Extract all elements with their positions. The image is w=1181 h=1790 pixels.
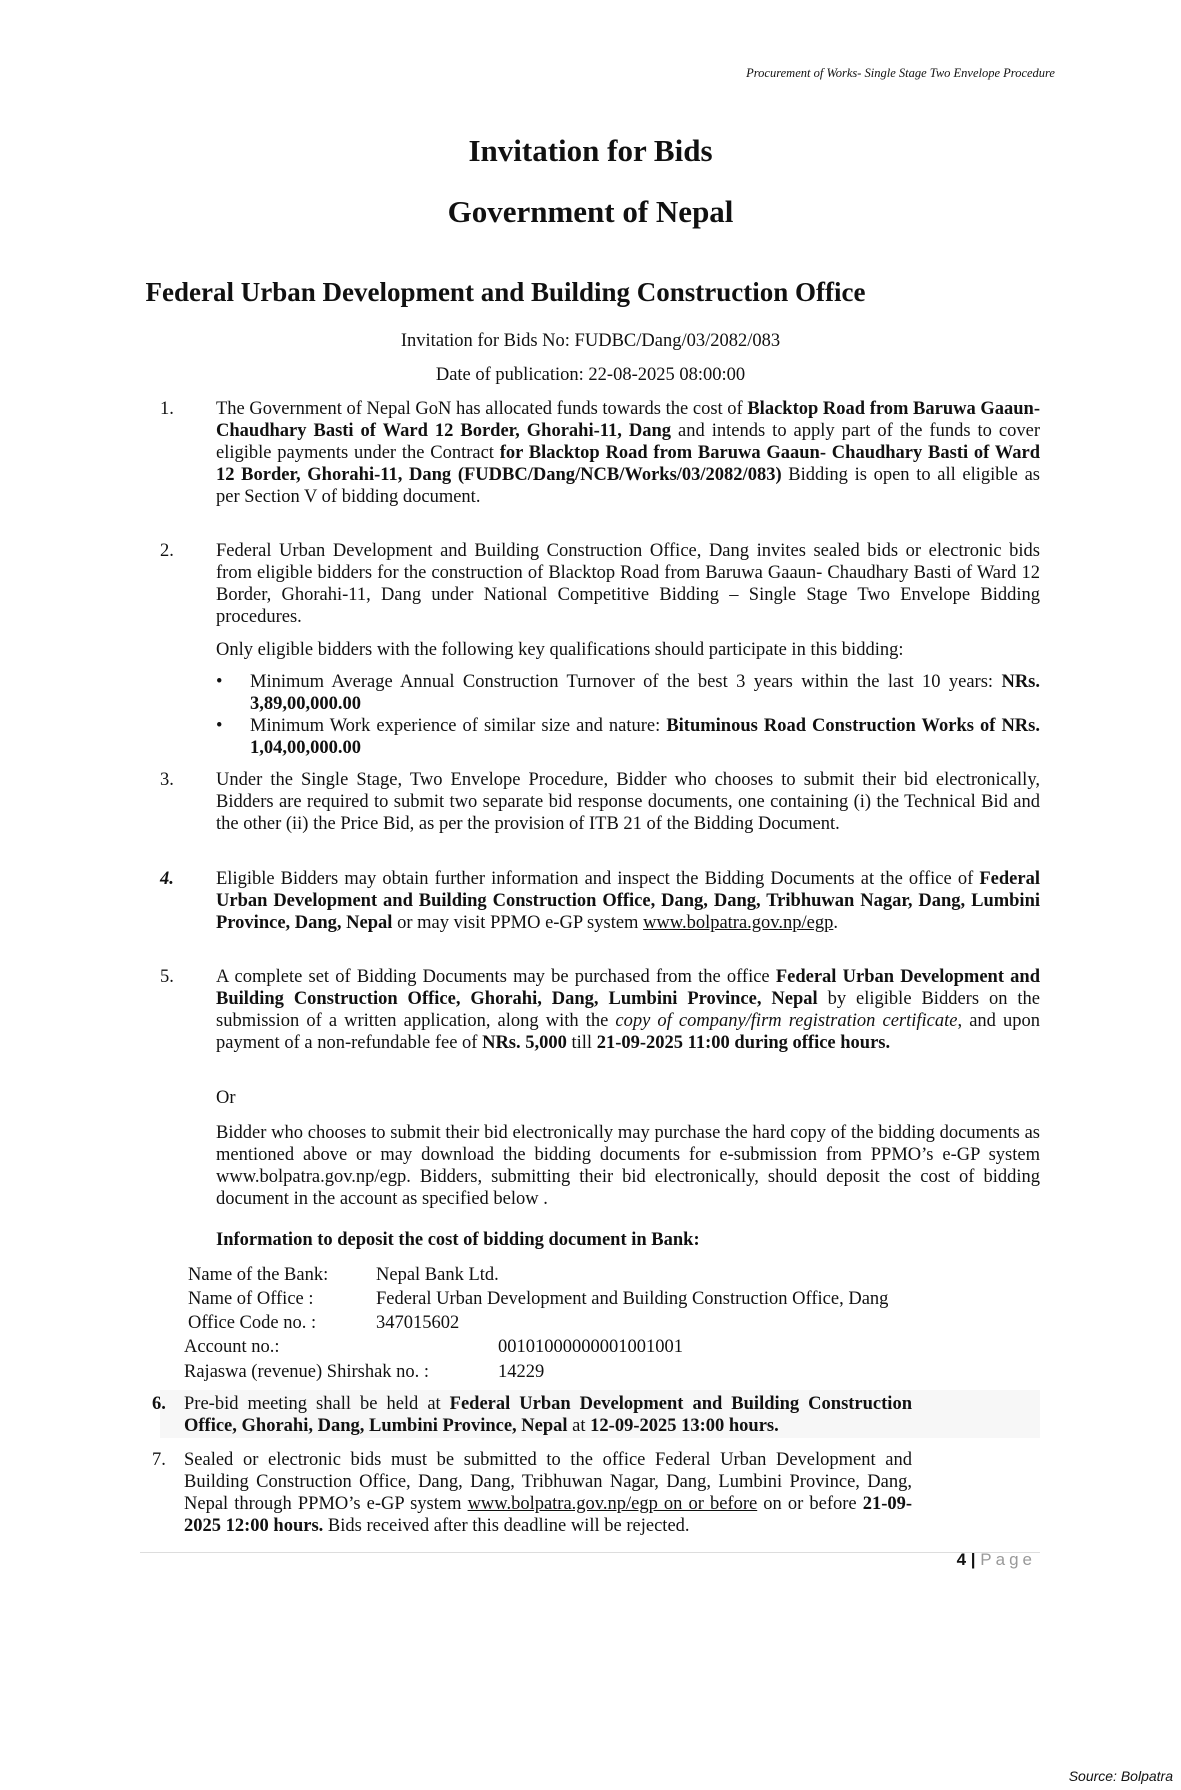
bank-label: Rajaswa (revenue) Shirshak no. : xyxy=(184,1362,430,1382)
text-segment: Under the Single Stage, Two Envelope Procedure, Bidder who chooses to submit their bid electronically, Bidders are required to submit two separate bid response documents, one containing (i) the Technical Bid and the other (ii) the Price Bid, as per the provision of ITB 21 of the Bidding Document. xyxy=(216,770,1040,834)
clause-text xyxy=(216,868,1040,934)
text-segment: or may visit PPMO e-GP system xyxy=(392,913,644,933)
clause-number: 2. xyxy=(160,541,174,561)
text-segment: Federal Urban Development and Building Construction Office, Dang invites sealed bids or electronic bids from eligible bidders for the construction of Blacktop Road from Baruwa Gaaun- Chaudhary Basti of Ward 12 Border, Ghorahi-11, Dang under National Competitive Bidding – Single Stage Two Envelope Bidding procedures. xyxy=(216,541,1040,627)
text-segment: Federal Urban Development and Building Construction Office, Dang, Dang, Tribhuwan Nagar, Dang, Lumbini Province, Dang, Nepal xyxy=(216,869,1040,933)
bullet-text xyxy=(250,671,1040,715)
text-segment: for Blacktop Road from Baruwa Gaaun- Chaudhary Basti of Ward 12 Border, Ghorahi-11, Dang (FUDBC/Dang/NCB/Works/03/2082/083) xyxy=(216,443,1041,485)
text-segment: 12-09-2025 13:00 hours. xyxy=(590,1416,779,1436)
text-segment: Bidding is open to all eligible as per Section V of bidding document. xyxy=(216,465,1040,507)
text-segment: The Government of Nepal GoN has allocated funds towards the cost of xyxy=(216,399,748,419)
publication-date: Date of publication: 22-08-2025 08:00:00 xyxy=(435,365,746,385)
text-segment: and intends to apply part of the funds to cover eligible payments under the Contract xyxy=(216,421,1041,463)
qualification-intro: Only eligible bidders with the following key qualifications should participate in this bidding: xyxy=(216,640,904,660)
electronic-paragraph: Bidder who chooses to submit their bid electronically may purchase the hard copy of the bidding documents as mentioned above or may download the bidding documents for e-submission from PPMO’s e-GP system www.bolpatra.gov.np/egp. Bidders, submitting their bid electronically, should deposit the cost of bidding document in the account as specified below . xyxy=(216,1123,1040,1209)
text-segment: 21-09-2025 12:00 hours. xyxy=(184,1494,913,1536)
clause-number: 1. xyxy=(160,399,174,419)
clause-4 xyxy=(160,868,1040,934)
bank-value: 14229 xyxy=(498,1362,545,1382)
bank-value: Federal Urban Development and Building Construction Office, Dang xyxy=(376,1289,889,1309)
bank-value: Nepal Bank Ltd. xyxy=(376,1265,499,1285)
bullet-icon: • xyxy=(216,672,223,692)
clause-text xyxy=(216,540,1040,628)
text-segment: Blacktop Road from Baruwa Gaaun- Chaudhary Basti of Ward 12 Border, Ghorahi-11, Dang xyxy=(216,399,1040,441)
link-text[interactable]: www.bolpatra.gov.np/egp xyxy=(643,913,834,933)
running-header: Procurement of Works- Single Stage Two Envelope Procedure xyxy=(746,66,1055,80)
text-segment: Eligible Bidders may obtain further information and inspect the Bidding Documents at the office of xyxy=(216,869,980,889)
bank-label: Name of Office : xyxy=(188,1289,314,1309)
clause-text xyxy=(184,1449,912,1537)
bullet-text xyxy=(250,715,1040,759)
clause-number: 6. xyxy=(152,1394,166,1414)
clause-2 xyxy=(160,540,1040,628)
title: Invitation for Bids xyxy=(468,133,713,168)
clause-number: 4. xyxy=(160,869,174,889)
text-segment: copy of company/firm registration certificate xyxy=(615,1011,958,1031)
bullet-icon: • xyxy=(216,716,223,736)
bank-label: Account no.: xyxy=(184,1337,280,1357)
link-text[interactable]: www.bolpatra.gov.np/egp on or before xyxy=(467,1494,758,1514)
text-segment: at xyxy=(567,1416,591,1436)
bank-label: Name of the Bank: xyxy=(188,1265,329,1285)
text-segment: A complete set of Bidding Documents may be purchased from the office xyxy=(216,967,776,987)
text-segment: Minimum Work experience of similar size and nature: xyxy=(250,716,667,736)
footer-divider xyxy=(140,1552,1040,1553)
qualification-bullet xyxy=(216,671,1040,715)
clause-3 xyxy=(160,769,1040,835)
clause-5 xyxy=(160,966,1040,1054)
clause-7 xyxy=(152,1449,912,1537)
text-segment: Federal Urban Development and Building Construction Office, Ghorahi, Dang, Lumbini Province, Nepal xyxy=(216,967,1040,1009)
clause-text xyxy=(184,1393,912,1437)
text-segment: till xyxy=(566,1033,597,1053)
clause-number: 7. xyxy=(152,1450,166,1470)
page-number-value: 4 xyxy=(956,1550,967,1569)
text-segment: NRs. 5,000 xyxy=(482,1033,567,1053)
subtitle-office: Federal Urban Development and Building Construction Office xyxy=(145,277,866,307)
clause-text xyxy=(216,966,1040,1054)
bank-value: 00101000000001001001 xyxy=(498,1337,683,1357)
subtitle-government: Government of Nepal xyxy=(447,194,734,229)
qualification-bullet xyxy=(216,715,1040,759)
text-segment: Bids received after this deadline will be rejected. xyxy=(323,1516,690,1536)
text-segment: by eligible Bidders on the submission of a written application, along with the xyxy=(216,989,1040,1031)
text-segment: Federal Urban Development and Building Construction Office, Ghorahi, Dang, Lumbini Province, Nepal xyxy=(184,1394,912,1436)
clause-number: 5. xyxy=(160,967,174,987)
clause-number: 3. xyxy=(160,770,174,790)
clause-6 xyxy=(152,1393,912,1437)
clause-1 xyxy=(160,398,1040,508)
page-label: Page xyxy=(980,1550,1036,1569)
text-segment: Bituminous Road Construction Works of NRs. 1,04,00,000.00 xyxy=(250,716,1040,758)
text-segment: , and upon payment of a non-refundable fee of xyxy=(216,1011,1040,1053)
ifb-number: Invitation for Bids No: FUDBC/Dang/03/2082/083 xyxy=(400,331,781,351)
text-segment: 21-09-2025 11:00 during office hours. xyxy=(596,1033,891,1053)
page-number: 4 | Page xyxy=(956,1550,1036,1569)
text-segment: . xyxy=(833,913,838,933)
text-segment: NRs. 3,89,00,000.00 xyxy=(250,672,1040,714)
clause-text xyxy=(216,398,1040,508)
text-segment: Pre-bid meeting shall be held at xyxy=(184,1394,450,1414)
source-caption: Source: Bolpatra xyxy=(1068,1768,1173,1784)
bank-value: 347015602 xyxy=(376,1313,460,1333)
text-segment: Sealed or electronic bids must be submitted to the office Federal Urban Development and Building Construction Office, Dang, Dang, Tribhuwan Nagar, Dang, Lumbini Province, Dang, Nepal through PPMO’s e-GP system xyxy=(184,1450,912,1514)
or-text: Or xyxy=(216,1088,236,1108)
text-segment: on or before xyxy=(757,1494,863,1514)
clause-text xyxy=(216,769,1040,835)
bank-heading: Information to deposit the cost of bidding document in Bank: xyxy=(216,1230,700,1250)
bank-label: Office Code no. : xyxy=(188,1313,317,1333)
text-segment: Minimum Average Annual Construction Turnover of the best 3 years within the last 10 years: xyxy=(250,672,1002,692)
